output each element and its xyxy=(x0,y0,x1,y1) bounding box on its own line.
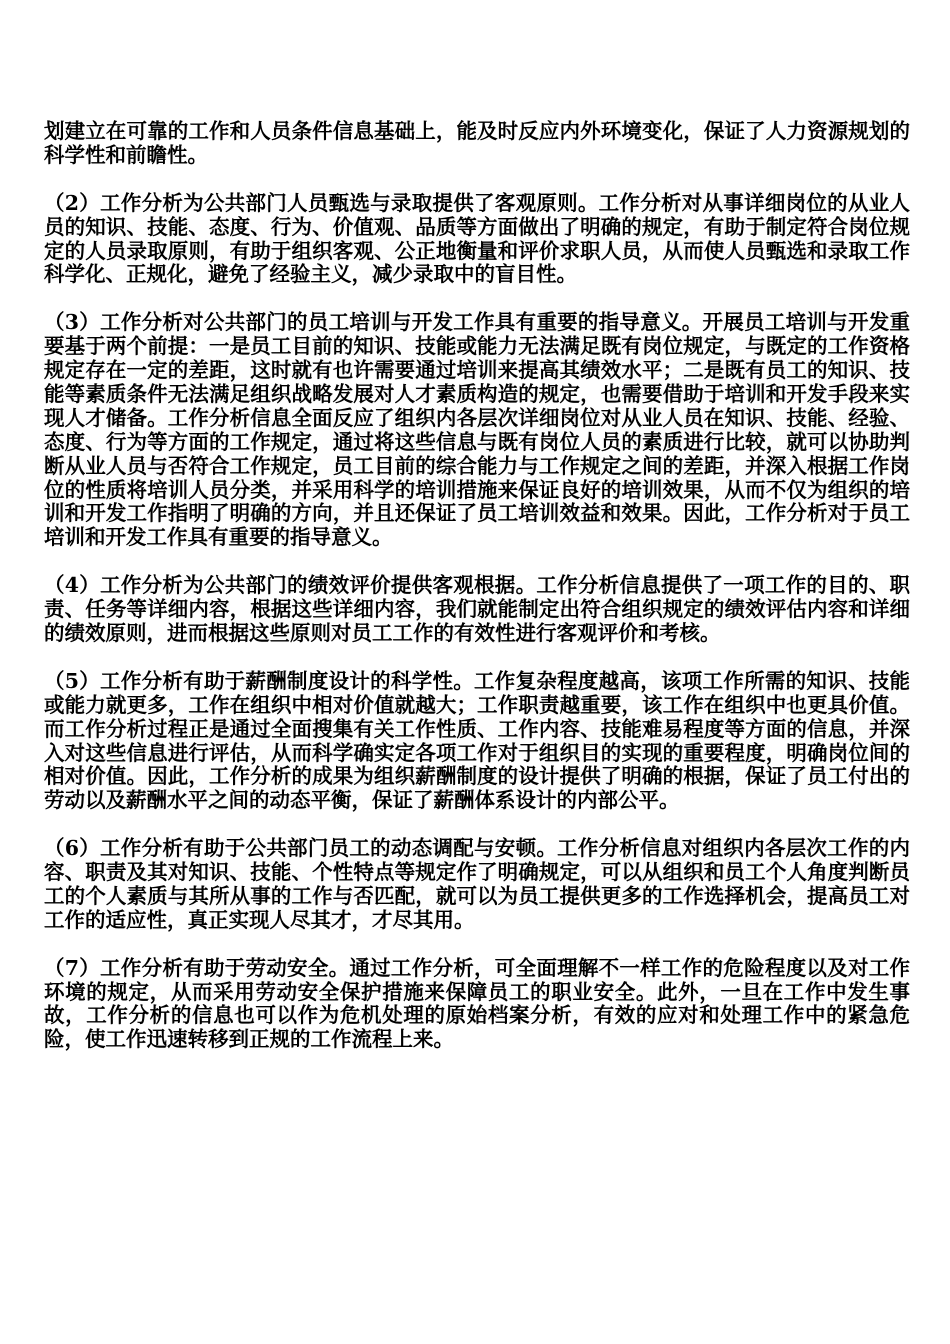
paragraph-continuation: 划建立在可靠的工作和人员条件信息基础上，能及时反应内外环境变化，保证了人力资源规划的科学性和前瞻性。 xyxy=(44,119,910,167)
paragraph-3-training: （3）工作分析对公共部门的员工培训与开发工作具有重要的指导意义。开展员工培训与开发重要基于两个前提：一是员工目前的知识、技能或能力无法满足既有岗位规定，与既定的工作资格规定存在一定的差距，这时就有也许需要通过培训来提高其绩效水平；二是既有员工的知识、技能等素质条件无法满足组织战略发展对人才素质构造的规定，也需要借助于培训和开发手段来实现人才储备。工作分析信息全面反应了组织内各层次详细岗位对从业人员在知识、技能、经验、态度、行为等方面的工作规定，通过将这些信息与既有岗位人员的素质进行比较，就可以协助判断从业人员与否符合工作规定，员工目前的综合能力与工作规定之间的差距，并深入根据工作岗位的性质将培训人员分类，并采用科学的培训措施来保证良好的培训效果，从而不仅为组织的培训和开发工作指明了明确的方向，并且还保证了员工培训效益和效果。因此，工作分析对于员工培训和开发工作具有重要的指导意义。 xyxy=(44,310,910,550)
paragraph-6-deployment: （6）工作分析有助于公共部门员工的动态调配与安顿。工作分析信息对组织内各层次工作的内容、职责及其对知识、技能、个性特点等规定作了明确规定，可以从组织和员工个人角度判断员工的个人素质与其所从事的工作与否匹配，就可以为员工提供更多的工作选择机会，提高员工对工作的适应性，真正实现人尽其才，才尽其用。 xyxy=(44,836,910,932)
paragraph-2-recruitment: （2）工作分析为公共部门人员甄选与录取提供了客观原则。工作分析对从事详细岗位的从业人员的知识、技能、态度、行为、价值观、品质等方面做出了明确的规定，有助于制定符合岗位规定的人员录取原则，有助于组织客观、公正地衡量和评价求职人员，从而使人员甄选和录取工作科学化、正规化，避免了经验主义，减少录取中的盲目性。 xyxy=(44,190,910,287)
document-page xyxy=(44,120,910,1076)
paragraph-7-safety: （7）工作分析有助于劳动安全。通过工作分析，可全面理解不一样工作的危险程度以及对工作环境的规定，从而采用劳动安全保护措施来保障员工的职业安全。此外，一旦在工作中发生事故，工作分析的信息也可以作为危机处理的原始档案分析，有效的应对和处理工作中的紧急危险，使工作迅速转移到正规的工作流程上来。 xyxy=(44,955,910,1052)
paragraph-4-performance: （4）工作分析为公共部门的绩效评价提供客观根据。工作分析信息提供了一项工作的目的、职责、任务等详细内容，根据这些详细内容，我们就能制定出符合组织规定的绩效评估内容和详细的绩效原则，进而根据这些原则对员工工作的有效性进行客观评价和考核。 xyxy=(44,573,910,645)
paragraph-5-compensation: （5）工作分析有助于薪酬制度设计的科学性。工作复杂程度越高，该项工作所需的知识、技能或能力就更多，工作在组织中相对价值就越大；工作职责越重要，该工作在组织中也更具价值。而工作分析过程正是通过全面搜集有关工作性质、工作内容、技能难易程度等方面的信息，并深入对这些信息进行评估，从而科学确实定各项工作对于组织目的实现的重要程度，明确岗位间的相对价值。因此，工作分析的成果为组织薪酬制度的设计提供了明确的根据，保证了员工付出的劳动以及薪酬水平之间的动态平衡，保证了薪酬体系设计的内部公平。 xyxy=(44,668,910,813)
